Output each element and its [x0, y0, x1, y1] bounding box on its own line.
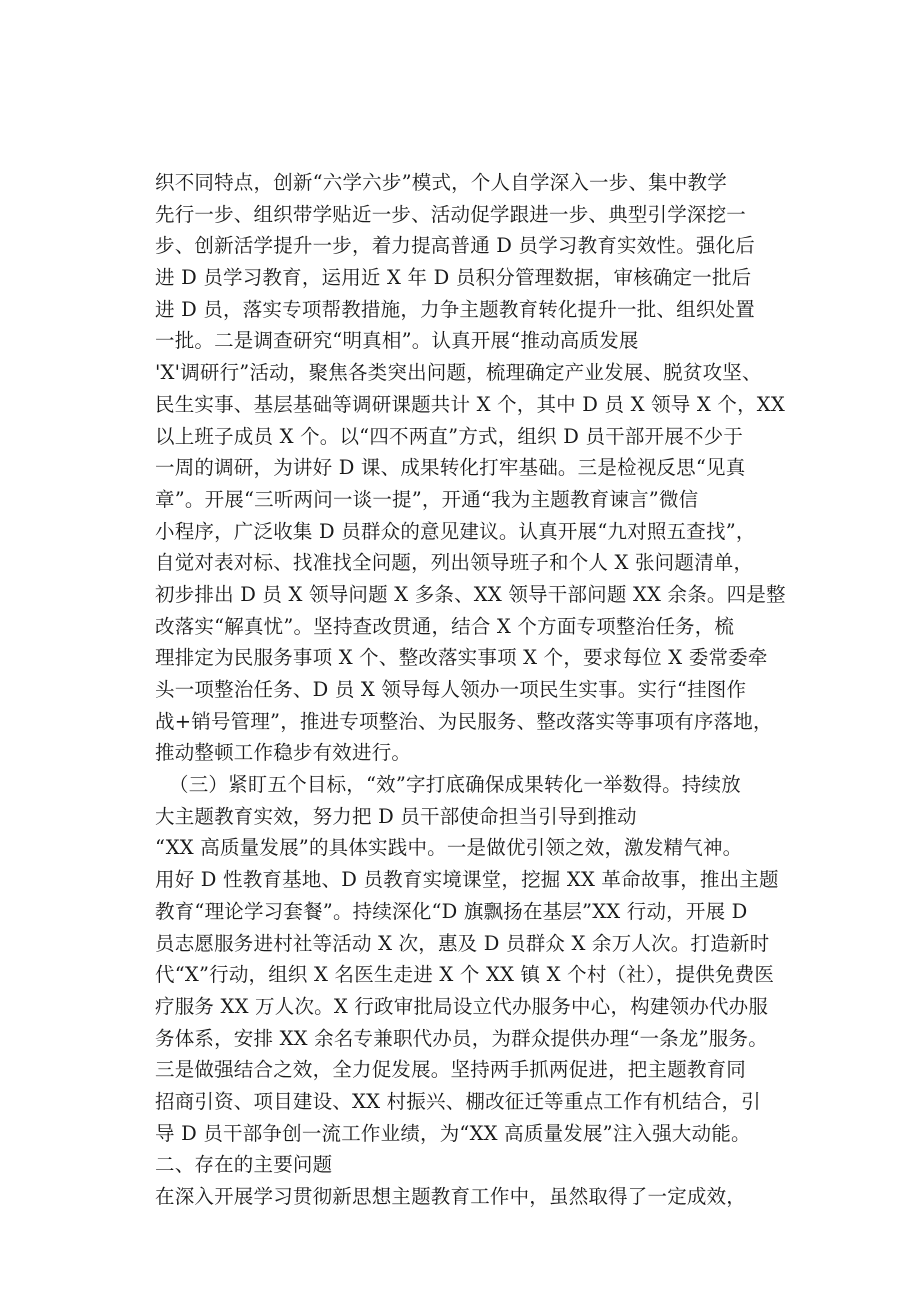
section-heading-line: （三）紧盯五个目标，“效”字打底确保成果转化一举数得。持续放: [169, 773, 741, 797]
text-line: 小程序，广泛收集 D 员群众的意见建议。认真开展“九对照五查找”，: [155, 519, 756, 543]
text-line: 初步排出 D 员 X 领导问题 X 多条、XX 领导干部问题 XX 余条。四是整: [155, 582, 786, 606]
text-line: 代“X”行动，组织 X 名医生走进 X 个 XX 镇 X 个村（社），提供免费医: [155, 963, 775, 987]
text-line: 'X'调研行”活动，聚焦各类突出问题，梳理确定产业发展、脱贫攻坚、: [155, 361, 762, 385]
text-line: 一批。二是调查研究“明真相”。认真开展“推动高质发展: [155, 329, 639, 353]
text-line: 章”。开展“三听两问一谈一提”，开通“我为主题教育谏言”微信: [155, 487, 699, 511]
text-line: 导 D 员干部争创一流工作业绩，为“XX 高质量发展”注入强大动能。: [155, 1121, 751, 1145]
text-line: 理排定为民服务事项 X 个、整改落实事项 X 个，要求每位 X 委常委牵: [155, 646, 768, 670]
section-heading: 二、存在的主要问题: [155, 1153, 333, 1177]
text-line: 以上班子成员 X 个。以“四不两直”方式，组织 D 员干部开展不少于: [155, 424, 744, 448]
document-body: [155, 167, 795, 1213]
text-line: 一周的调研，为讲好 D 课、成果转化打牢基础。三是检视反思“见真: [155, 456, 746, 480]
text-line: 民生实事、基层基础等调研课题共计 X 个，其中 D 员 X 领导 X 个，XX: [155, 392, 785, 416]
text-line: 教育“理论学习套餐”。持续深化“D 旗飘扬在基层”XX 行动，开展 D: [155, 899, 748, 923]
text-line: 在深入开展学习贯彻新思想主题教育工作中，虽然取得了一定成效，: [155, 1185, 747, 1208]
text-line: 自觉对表对标、找准找全问题，列出领导班子和个人 X 张问题清单，: [155, 551, 754, 575]
text-line: 头一项整治任务、D 员 X 领导每人领办一项民生实事。实行“挂图作: [155, 678, 747, 701]
text-line: 步、创新活学提升一步，着力提高普通 D 员学习教育实效性。强化后: [155, 234, 755, 258]
text-line: “XX 高质量发展”的具体实践中。一是做优引领之效，激发精气神。: [155, 836, 743, 860]
text-line: 员志愿服务进村社等活动 X 次，惠及 D 员群众 X 余万人次。打造新时: [155, 931, 770, 955]
text-line: 织不同特点，创新“六学六步”模式，个人自学深入一步、集中教学: [155, 171, 727, 194]
text-line: 战+销号管理”，推进专项整治、为民服务、整改落实等事项有序落地，: [155, 709, 773, 733]
text-line: 推动整顿工作稳步有效进行。: [155, 741, 412, 765]
text-line: 改落实“解真忧”。坚持查改贯通，结合 X 个方面专项整治任务，梳: [155, 614, 735, 638]
text-line: 先行一步、组织带学贴近一步、活动促学跟进一步、典型引学深挖一: [155, 202, 747, 226]
text-line: 务体系，安排 XX 余名专兼职代办员，为群众提供办理“一条龙”服务。: [155, 1026, 768, 1050]
text-line: 三是做强结合之效，全力促发展。坚持两手抓两促进，把主题教育同: [155, 1058, 747, 1082]
text-line: 用好 D 性教育基地、D 员教育实境课堂，挖掘 XX 革命故事，推出主题: [155, 868, 779, 892]
text-line: 进 D 员学习教育，运用近 X 年 D 员积分管理数据，审核确定一批后: [155, 266, 752, 290]
text-line: 进 D 员，落实专项帮教措施，力争主题教育转化提升一批、组织处置: [155, 297, 755, 321]
text-line: 疗服务 XX 万人次。X 行政审批局设立代办服务中心，构建领办代办服: [155, 994, 769, 1018]
text-line: 招商引资、项目建设、XX 村振兴、棚改征迁等重点工作有机结合，引: [155, 1089, 761, 1113]
text-line: 大主题教育实效，努力把 D 员干部使命担当引导到推动: [155, 804, 637, 828]
